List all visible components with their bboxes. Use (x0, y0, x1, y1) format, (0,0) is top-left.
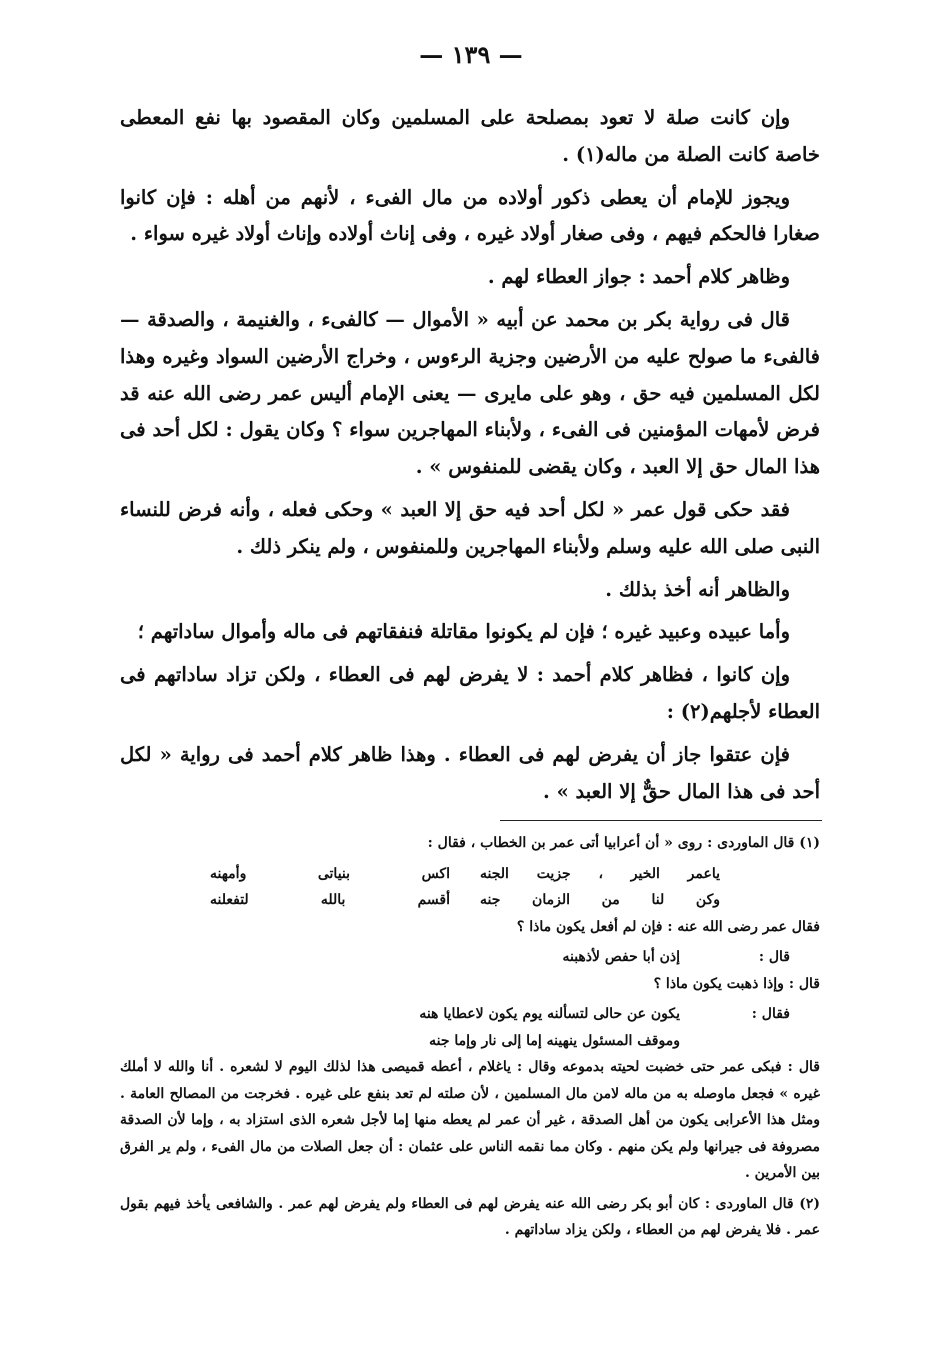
paragraph: وإن كانوا ، فظاهر كلام أحمد : لا يفرض لهم فى العطاء ، ولكن تزاد ساداتهم فى العطاء لأجلهم(٢) : (120, 663, 820, 723)
footnote-marker: (٢) (799, 1195, 820, 1212)
footnote-line: قال : وإذا ذهبت يكون ماذا ؟ (653, 975, 820, 992)
speaker: قال : (758, 949, 790, 965)
dialogue-text: يكون عن حالى لتسألنه يوم يكون لاعطايا هنه (419, 1006, 680, 1022)
dialogue-line (120, 1028, 820, 1055)
footnotes (120, 830, 820, 1248)
page-number: — ١٣٩ — (419, 40, 523, 69)
paragraph: وظاهر كلام أحمد : جواز العطاء لهم . (487, 265, 790, 289)
dialogue-line (120, 1001, 820, 1028)
verse-hemistich: وكن لنا من الزمان جنه (480, 892, 720, 908)
paragraph: والظاهر أنه أخذ بذلك . (605, 577, 790, 601)
footnote-line: قال : فبكى عمر حتى خضبت لحيته بدموعه وقال : ياغلام ، أعطه قميصى هذا لذلك اليوم لا لشعره . أنا والله لا أملك غيره » فجعل ماوصله به من ماله لامن مال المسلمين ، لأن صلته لم تعد بنفع على غيره . فخرجت من المصالح العامة . ومثل هذا الأعرابى يكون من أهل الصدقة ، غير أن عمر لم يعطه منها إما لأجل شعره الذى استزاد به ، وإما لأن الصدقة مصروفة فى جيرانها ولم يكن منهم . وكان مما نقمه الناس على عثمان : أن جعل الصلات من مال الفىء ، ولم ير الفرق بين الأمرين . (120, 1059, 820, 1181)
dialogue-text: وموقف المسئول ينهينه إما إلى نار وإما جنه (429, 1032, 680, 1049)
footnote-line: فقال عمر رضى الله عنه : فإن لم أفعل يكون ماذا ؟ (516, 918, 820, 935)
paragraph: ويجوز للإمام أن يعطى ذكور أولاده من مال الفىء ، لأنهم من أهله : فإن كانوا صغارا فالحكم فيهم ، وفى صغار أولاد غيره ، وفى إناث أولاده وإناث أولاد غيره سواء . (120, 185, 820, 246)
footnote-text: قال الماوردى : كان أبو بكر رضى الله عنه يفرض لهم فى العطاء ولم يفرض لهم عمر . والشافعى يأخذ فيهم بقول عمر . فلا يفرض لهم من العطاء ، ولكن يزاد ساداتهم . (120, 1195, 820, 1238)
verse-hemistich: أقسم بالله لتفعلنه (210, 892, 450, 908)
footnote-2 (120, 1191, 820, 1244)
paragraph: فقد حكى قول عمر « لكل أحد فيه حق إلا العبد » وحكى فعله ، وأنه فرض للنساء النبى صلى الله عليه وسلم ولأبناء المهاجرين وللمنفوس ، ولم ينكر ذلك . (120, 497, 820, 558)
footnote-divider (500, 820, 822, 821)
dialogue-text: إذن أبا حفص لأذهبنه (562, 949, 680, 965)
main-text (120, 100, 820, 816)
speaker (730, 1028, 820, 1055)
paragraph: وإن كانت صلة لا تعود بمصلحة على المسلمين وكان المقصود بها نفع المعطى خاصة كانت الصلة من ماله(١) . (120, 106, 820, 166)
dialogue-line (120, 944, 820, 971)
footnote-text: قال الماوردى : روى « أن أعرابيا أتى عمر بن الخطاب ، فقال : (427, 835, 795, 851)
verse-hemistich: ياعمر الخير ، جزيت الجنه (480, 865, 720, 882)
footnote-1-intro (120, 830, 820, 857)
verse-line (120, 861, 820, 888)
speaker: فقال : (751, 1006, 790, 1022)
paragraph: قال فى رواية بكر بن محمد عن أبيه « الأموال — كالفىء ، والغنيمة ، والصدقة — فالفىء ما صولح عليه من الأرضين وجزية الرءوس ، وخراج الأرضين السواد وغيره وهذا لكل المسلمين فيه حق ، وهو على مايرى — يعنى الإمام أليس عمر رضى الله عنه قد فرض لأمهات المؤمنين فى الفىء ، ولأبناء المهاجرين سواء ؟ وكان يقول : لكل أحد فى هذا المال حق إلا العبد ، وكان يقضى للمنفوس » . (120, 307, 820, 479)
footnote-marker: (١) (799, 835, 820, 851)
paragraph: وأما عبيده وعبيد غيره ؛ فإن لم يكونوا مقاتلة فنفقاتهم فى ماله وأموال ساداتهم ؛ (137, 620, 790, 644)
verse-hemistich: اكس بنياتى وأمهنه (210, 865, 450, 882)
verse-line (120, 887, 820, 914)
paragraph: فإن عتقوا جاز أن يفرض لهم فى العطاء . وهذا ظاهر كلام أحمد فى رواية « لكل أحد فى هذا المال حقٌّ إلا العبد » . (120, 742, 820, 803)
